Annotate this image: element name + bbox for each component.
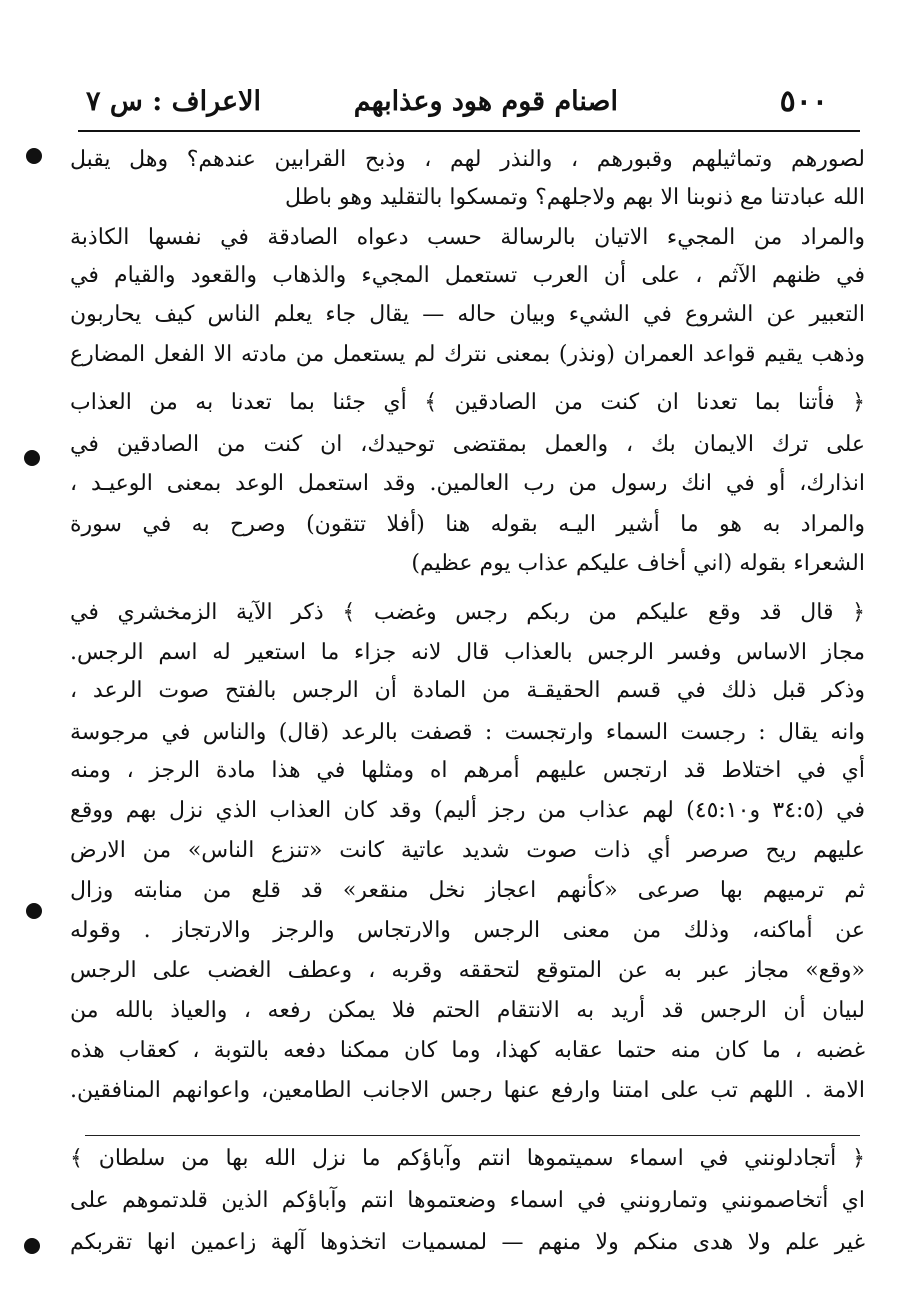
binding-hole-mark (26, 903, 42, 919)
text-line: ثم ترميهم بها صرعى «كأنهم اعجاز نخل منقعر» قد قلع من منابته وزال (70, 878, 865, 903)
text-line: اي أتخاصمونني وتمارونني في اسماء وضعتموها انتم وآباؤكم الذين قلدتموهم على (70, 1188, 865, 1213)
text-line: التعبير عن الشروع في الشيء وبيان حاله — يقال جاء يعلم الناس كيف يحاربون (70, 302, 865, 327)
text-line: وذكر قبل ذلك في قسم الحقيقـة من المادة أن الرجس بالفتح صوت الرعد ، (70, 678, 865, 703)
text-line: غضبه ، ما كان منه حتما عقابه كهذا، وما كان ممكنا دفعه بالتوبة ، كعقاب هذه (70, 1038, 865, 1063)
text-line: ﴿ فأتنا بما تعدنا ان كنت من الصادقين ﴾ أي جئنا بما تعدنا به من العذاب (70, 390, 865, 415)
text-line: على ترك الايمان بك ، والعمل بمقتضى توحيدك، ان كنت من الصادقين في (70, 432, 865, 457)
text-line: في (٣٤:٥ و٤٥:١٠) لهم عذاب من رجز أليم) وقد كان العذاب الذي نزل بهم ووقع (70, 798, 865, 823)
text-line: وذهب يقيم قواعد العمران (ونذر) بمعنى نترك لم يستعمل من مادته الا الفعل المضارع (70, 342, 865, 367)
text-line: الله عبادتنا مع ذنوبنا الا بهم ولاجلهم؟ وتمسكوا بالتقليد وهو باطل (285, 185, 865, 210)
text-line: والمراد به هو ما أشير اليـه بقوله هنا (أفلا تتقون) وصرح به في سورة (70, 512, 865, 537)
text-line: الشعراء بقوله (اني أخاف عليكم عذاب يوم عظيم) (411, 551, 865, 576)
running-title: اصنام قوم هود وعذابهم (353, 86, 618, 117)
text-line: عليهم ريح صرصر أي ذات صوت شديد عاتية كانت «تنزع الناس» من الارض (70, 838, 865, 863)
text-line: انذارك، أو في انك رسول من رب العالمين. وقد استعمل الوعد بمعنى الوعيـد ، (70, 471, 865, 496)
text-line: غير علم ولا هدى منكم ولا منهم — لمسميات اتخذوها آلهة زاعمين انها تقربكم (70, 1230, 865, 1255)
binding-hole-mark (24, 1238, 40, 1254)
text-line: في ظنهم الآثم ، على أن العرب تستعمل المجيء والذهاب والقعود والقيام في (70, 263, 865, 288)
text-line: الامة . اللهم تب على امتنا وارفع عنها رجس الاجانب الطامعين، واعوانهم المنافقين. (70, 1078, 865, 1103)
section-separator (85, 1135, 860, 1136)
text-line: عن أماكنه، وذلك من معنى الرجس والارتجاس والرجز والارتجاز . وقوله (70, 918, 865, 943)
text-line: أي في اختلاط قد ارتجس عليهم أمرهم اه ومثلها في هذا مادة الرجز ، ومنه (70, 758, 865, 783)
sura-reference: الاعراف : س ٧ (86, 86, 262, 117)
text-line: والمراد من المجيء الاتيان بالرسالة حسب دعواه الصادقة في نفسها الكاذبة (70, 225, 865, 250)
binding-hole-mark (26, 148, 42, 164)
header-rule (78, 130, 860, 132)
text-line: «وقع» مجاز عبر به عن المتوقع لتحققه وقربه ، وعطف الغضب على الرجس (70, 958, 865, 983)
text-line: وانه يقال : رجست السماء وارتجست : قصفت بالرعد (قال) والناس في مرجوسة (70, 720, 865, 745)
binding-hole-mark (24, 450, 40, 466)
page-number: ٥٠٠ (779, 84, 828, 119)
text-line: لصورهم وتماثيلهم وقبورهم ، والنذر لهم ، وذبح القرابين عندهم؟ وهل يقبل (70, 147, 865, 172)
text-line: ﴿ أتجادلونني في اسماء سميتموها انتم وآباؤكم ما نزل الله بها من سلطان ﴾ (70, 1146, 865, 1171)
page-header (78, 80, 858, 124)
text-line: لبيان أن الرجس قد أريد به الانتقام الحتم فلا يمكن رفعه ، والعياذ بالله من (70, 998, 865, 1023)
text-line: مجاز الاساس وفسر الرجس بالعذاب قال لانه جزاء ما استعير له اسم الرجس. (70, 640, 865, 665)
text-line: ﴿ قال قد وقع عليكم من ربكم رجس وغضب ﴾ ذكر الآية الزمخشري في (70, 600, 865, 625)
